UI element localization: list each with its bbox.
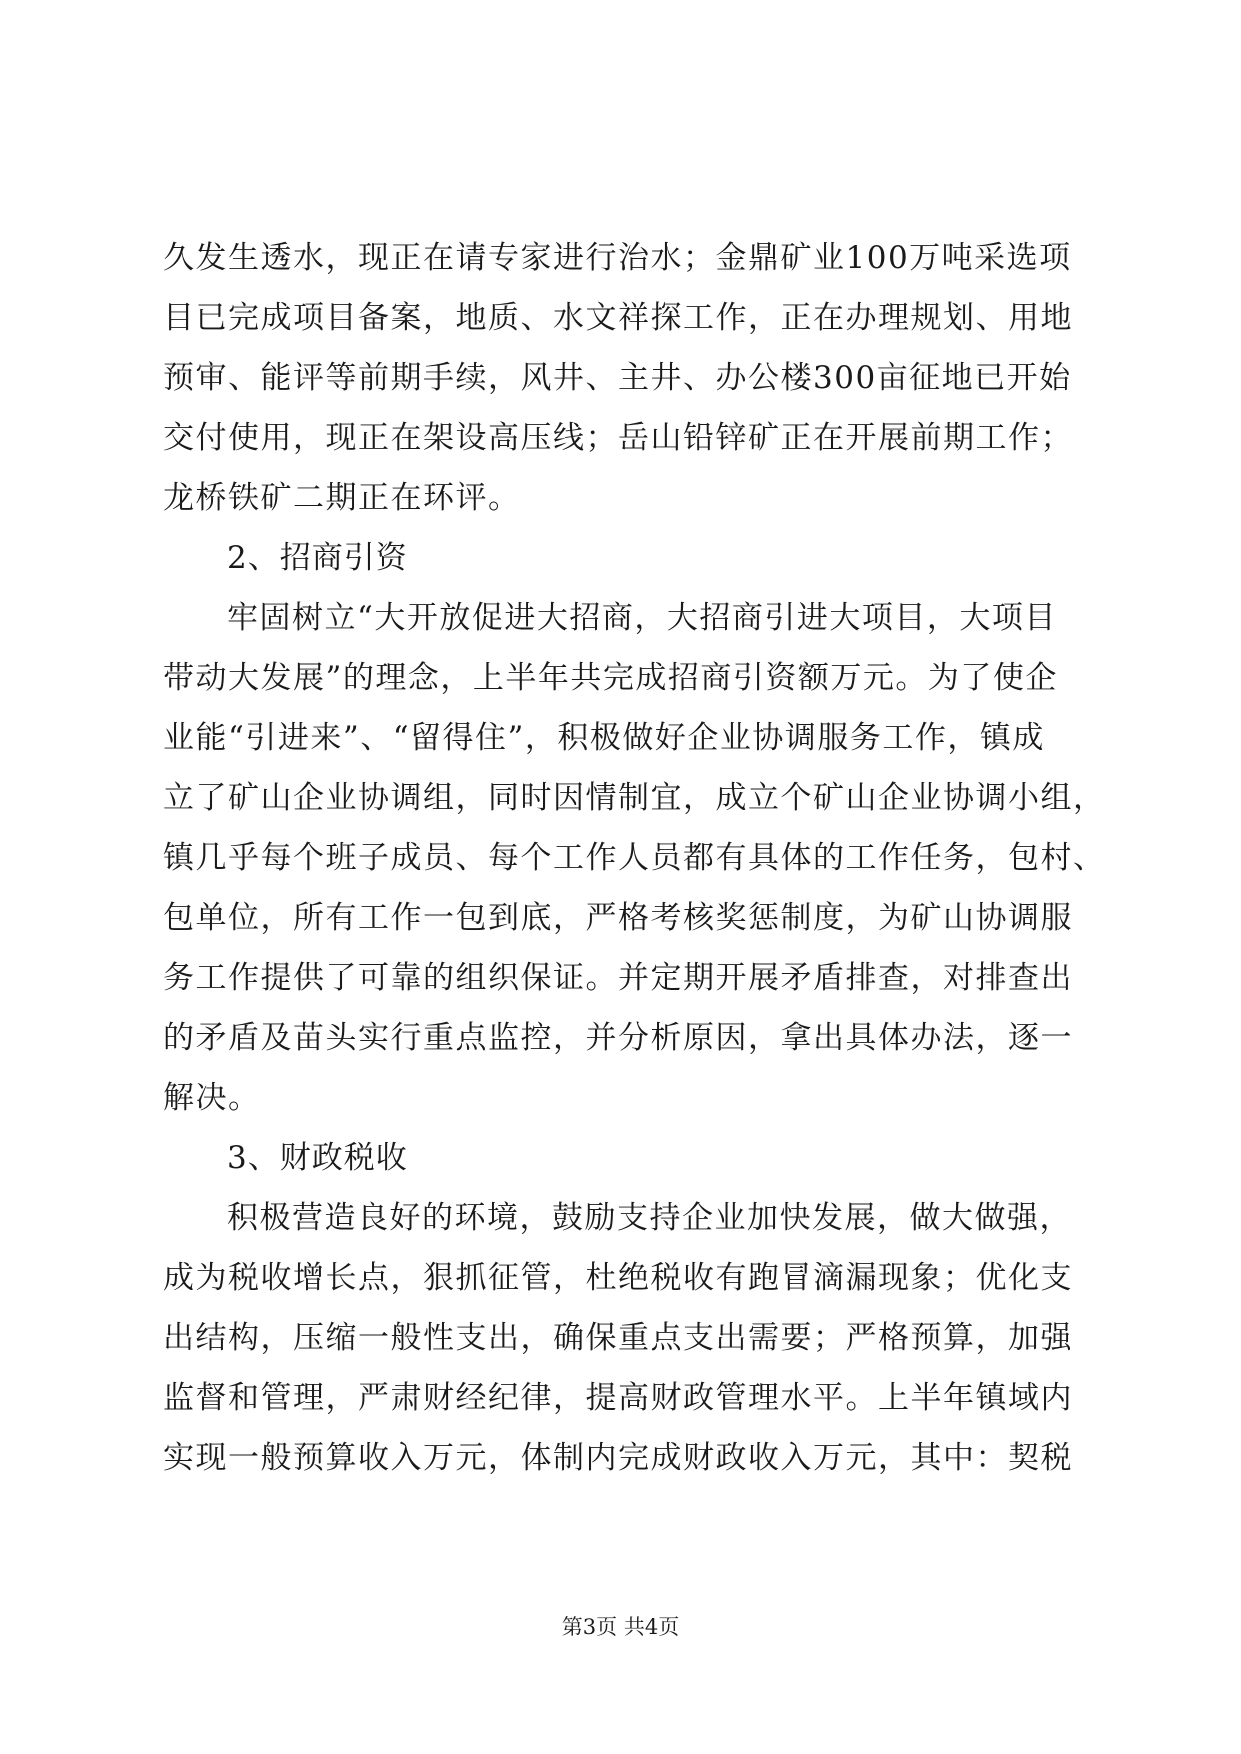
- section-heading-finance: [163, 1128, 1083, 1188]
- text-line: 务工作提供了可靠的组织保证。并定期开展矛盾排查，对排查出: [163, 960, 1073, 996]
- document-body: [163, 228, 1106, 1488]
- text-line: 预审、能评等前期手续，风井、主井、办公楼300亩征地已开始: [163, 360, 1072, 396]
- text-line: 出结构，压缩一般性支出，确保重点支出需要；严格预算，加强: [163, 1320, 1073, 1356]
- text-line: 带动大发展”的理念，上半年共完成招商引资额万元。为了使企: [163, 660, 1058, 696]
- text-line: 久发生透水，现正在请专家进行治水；金鼎矿业100万吨采选项: [163, 240, 1072, 276]
- paragraph-investment: [163, 588, 1106, 1128]
- text-line: 实现一般预算收入万元，体制内完成财政收入万元，其中：契税: [163, 1440, 1073, 1476]
- text-line: 成为税收增长点，狠抓征管，杜绝税收有跑冒滴漏现象；优化支: [163, 1260, 1073, 1296]
- paragraph-finance: [163, 1188, 1083, 1488]
- text-line: 牢固树立“大开放促进大招商，大招商引进大项目，大项目: [227, 600, 1057, 636]
- text-line: 包单位，所有工作一包到底，严格考核奖惩制度，为矿山协调服: [163, 900, 1073, 936]
- text-line: 目已完成项目备案，地质、水文祥探工作，正在办理规划、用地: [163, 300, 1073, 336]
- section-heading: 3、财政税收: [227, 1140, 408, 1176]
- text-line: 立了矿山企业协调组，同时因情制宜，成立个矿山企业协调小组，: [163, 780, 1106, 816]
- section-heading: 2、招商引资: [227, 540, 408, 576]
- text-line: 镇几乎每个班子成员、每个工作人员都有具体的工作任务，包村、: [163, 840, 1106, 876]
- text-line: 解决。: [163, 1080, 261, 1116]
- text-line: 积极营造良好的环境，鼓励支持企业加快发展，做大做强，: [227, 1200, 1072, 1236]
- text-line: 交付使用，现正在架设高压线；岳山铅锌矿正在开展前期工作；: [163, 420, 1073, 456]
- text-line: 龙桥铁矿二期正在环评。: [163, 480, 521, 516]
- text-line: 的矛盾及苗头实行重点监控，并分析原因，拿出具体办法，逐一: [163, 1020, 1073, 1056]
- paragraph-continuation: [163, 228, 1083, 528]
- section-heading-investment: [163, 528, 1083, 588]
- text-line: 监督和管理，严肃财经纪律，提高财政管理水平。上半年镇域内: [163, 1380, 1073, 1416]
- text-line: 业能“引进来”、“留得住”，积极做好企业协调服务工作，镇成: [163, 720, 1045, 756]
- page-number-footer: 第3页 共4页: [561, 1615, 680, 1639]
